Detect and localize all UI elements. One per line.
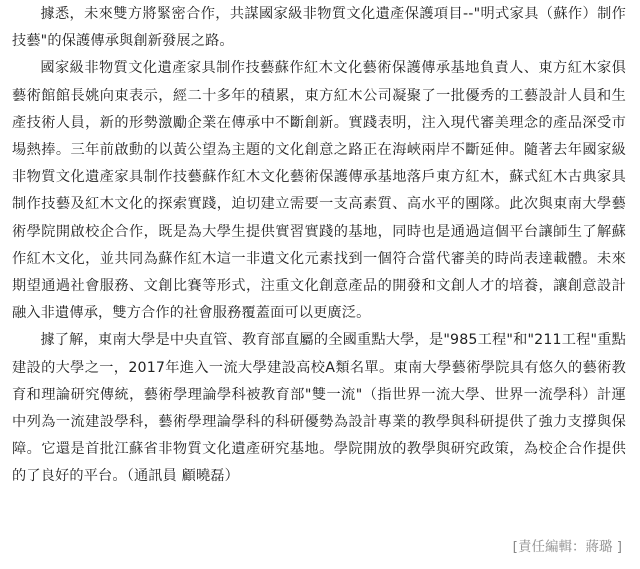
article-paragraph: 據了解，東南大學是中央直管、教育部直屬的全國重點大學，是"985工程"和"211工程"重點建設的大學之一，2017年進入一流大學建設高校A類名單。東南大學藝術學院具有悠久的藝術教育和理論研究傳統，藝術學理論學科被教育部"雙一流"（指世界一流大學、世界一流學科）計運中列為一流建設學科，藝術學理論學科的科研優勢為設計專業的教學與科研提供了強力支撐與保障。它還是首批江蘇省非物質文化遺產研究基地。學院開放的教學與研究政策，為校企合作提供的了良好的平台。（通訊員 顧曉磊） — [12, 332, 626, 485]
article-paragraph: 據悉，未來雙方將緊密合作，共謀國家級非物質文化遺產保護項目--"明式家具（蘇作）制作技藝"的保護傳承與創新發展之路。 — [12, 6, 626, 50]
article-body — [12, 1, 626, 491]
article-paragraph: 國家級非物質文化遺產家具制作技藝蘇作紅木文化藝術保護傳承基地負責人、東方紅木家俱藝術館館長姚向東表示，經二十多年的積累，東方紅木公司凝聚了一批優秀的工藝設計人員和生產技術人員，新的形勢激勵企業在傳承中不斷創新。實踐表明，注入現代審美理念的產品深受市場熱捧。三年前啟動的以黃公望為主題的文化創意之路正在海峽兩岸不斷延伸。隨著去年國家級非物質文化遺產家具制作技藝蘇作紅木文化藝術保護傳承基地落戶東方紅木，蘇式紅木古典家具制作技藝及紅木文化的探索實踐，迫切建立需要一支高素質、高水平的團隊。此次與東南大學藝術學院開啟校企合作，既是為大學生提供實習實踐的基地，同時也是通過這個平台讓師生了解蘇作紅木文化，並共同為蘇作紅木這一非遺文化元素找到一個符合當代審美的時尚表達載體。未來期望通過社會服務、文創比賽等形式，注重文化創意產品的開發和文創人才的培養，讓創意設計融入非遺傳承，雙方合作的社會服務覆蓋面可以更廣泛。 — [12, 60, 626, 322]
editor-credit: [責任編輯：蔣璐 ] — [512, 539, 622, 555]
